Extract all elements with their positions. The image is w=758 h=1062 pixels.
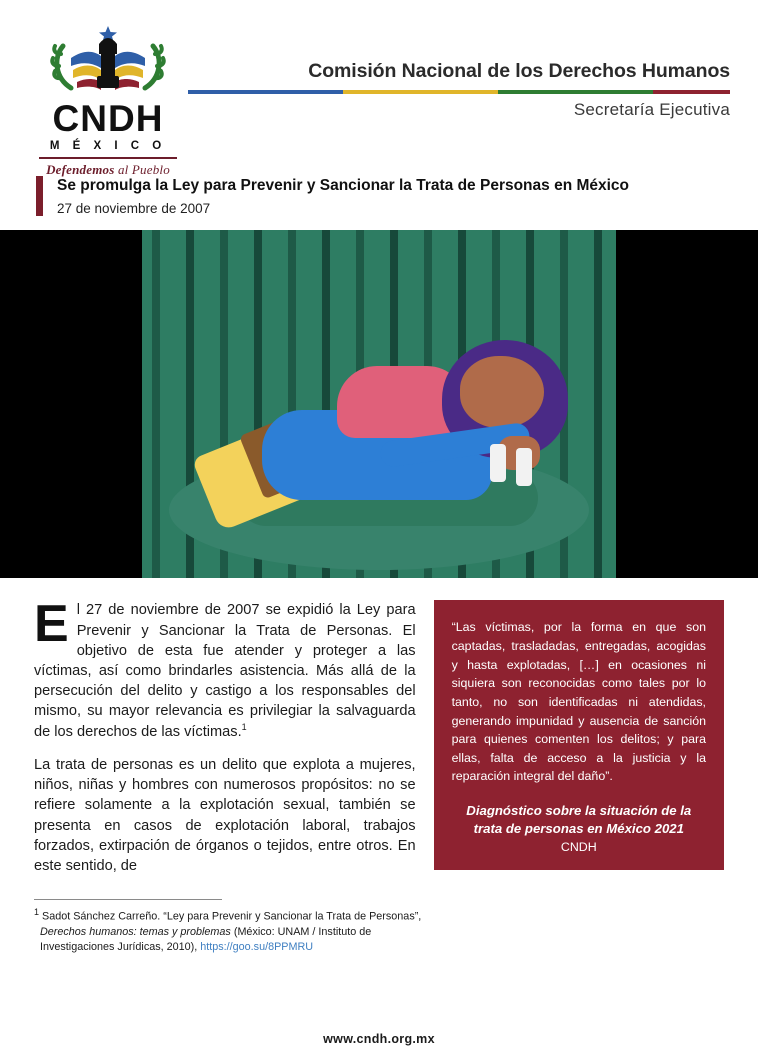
cndh-logo: [28, 18, 188, 178]
footnote-italic-title: Derechos humanos: temas y problemas: [40, 925, 231, 938]
publication-date: 27 de noviembre de 2007: [57, 201, 211, 217]
footnote-text: [34, 906, 424, 956]
tricolor-divider: [188, 90, 730, 94]
department-name: Secretaría Ejecutiva: [573, 100, 730, 119]
pull-quote-text: “Las víctimas, por la forma en que son captadas, trasladadas, entregadas, acogidas y hasta explotadas, […] en ocasiones ni siquiera son reconocidas como tales por lo tanto, no son identificadas ni atendidas, generando impunidad y ausencia de sanción para quienes comenten los delitos; y para ellas, falta de acceso a la justicia y la reparación integral del daño”.: [451, 620, 706, 784]
paragraph-1-text: l 27 de noviembre de 2007 se expidió la Ley para Prevenir y Sancionar la Trata de Personas. El objetivo de esta fue atender y proteger a las víctimas, así como brindarles asistencia. Más allá de la persecución del delito y castigo a los responsables del mismo, su mayor relevancia es privilegiar la salvaguarda de los derechos de las víctimas.: [34, 602, 416, 741]
cndh-eagle-fist-emblem: [49, 24, 167, 98]
page-footer: [0, 1016, 758, 1062]
page-title: Se promulga la Ley para Prevenir y Sancionar la Trata de Personas en México: [57, 177, 630, 194]
title-accent-bar: [36, 176, 43, 216]
logo-divider: [39, 157, 177, 159]
paragraph-1: [34, 595, 416, 742]
hero-scene: [142, 230, 616, 578]
paragraph-2: La trata de personas es un delito que explota a mujeres, niños, niñas y hombres con numerosos propósitos: no se refiere solamente a la explotación sexual, también se presenta en casos de explotación laboral, trabajos forzados, extirpación de órganos o tejidos, entre otros. En este sentido, de: [34, 757, 416, 874]
footnote-divider: [34, 899, 222, 900]
wrist-cuff-icon: [490, 444, 506, 482]
document-header: [0, 0, 758, 177]
footer-website[interactable]: www.cndh.org.mx: [323, 1032, 435, 1046]
footnote-part-1: Sadot Sánchez Carreño. “Ley para Prevenir y Sancionar la Trata de Personas”,: [39, 910, 422, 923]
header-institution-block: [188, 18, 734, 120]
footnote-link[interactable]: https://goo.su/8PPMRU: [200, 941, 314, 954]
title-block: [0, 170, 758, 230]
institution-name: Comisión Nacional de los Derechos Humanos: [308, 60, 730, 82]
logo-acronym: CNDH: [52, 98, 164, 139]
hero-illustration: [0, 230, 758, 578]
logo-tagline-rest: al Pueblo: [114, 162, 170, 177]
pull-quote-source: Diagnóstico sobre la situación de la trata de personas en México 2021: [466, 802, 692, 836]
footnote-block: [34, 893, 424, 956]
drop-cap: E: [34, 595, 69, 654]
logo-country: M É X I C O: [49, 140, 167, 152]
footnote-number: 1: [34, 906, 40, 917]
figure-face: [460, 356, 544, 428]
text-column: [34, 595, 416, 888]
pull-quote-organization: CNDH: [560, 839, 597, 854]
logo-tagline-bold: Defendemos: [46, 162, 115, 177]
article-body: [0, 578, 758, 888]
wrist-cuff-icon: [516, 448, 532, 486]
footnote-marker: 1: [241, 722, 247, 733]
pull-quote-box: [434, 600, 724, 869]
footnote-part-2: (México: UNAM / Instituto de Investigaciones Jurídicas, 2010),: [40, 925, 372, 954]
